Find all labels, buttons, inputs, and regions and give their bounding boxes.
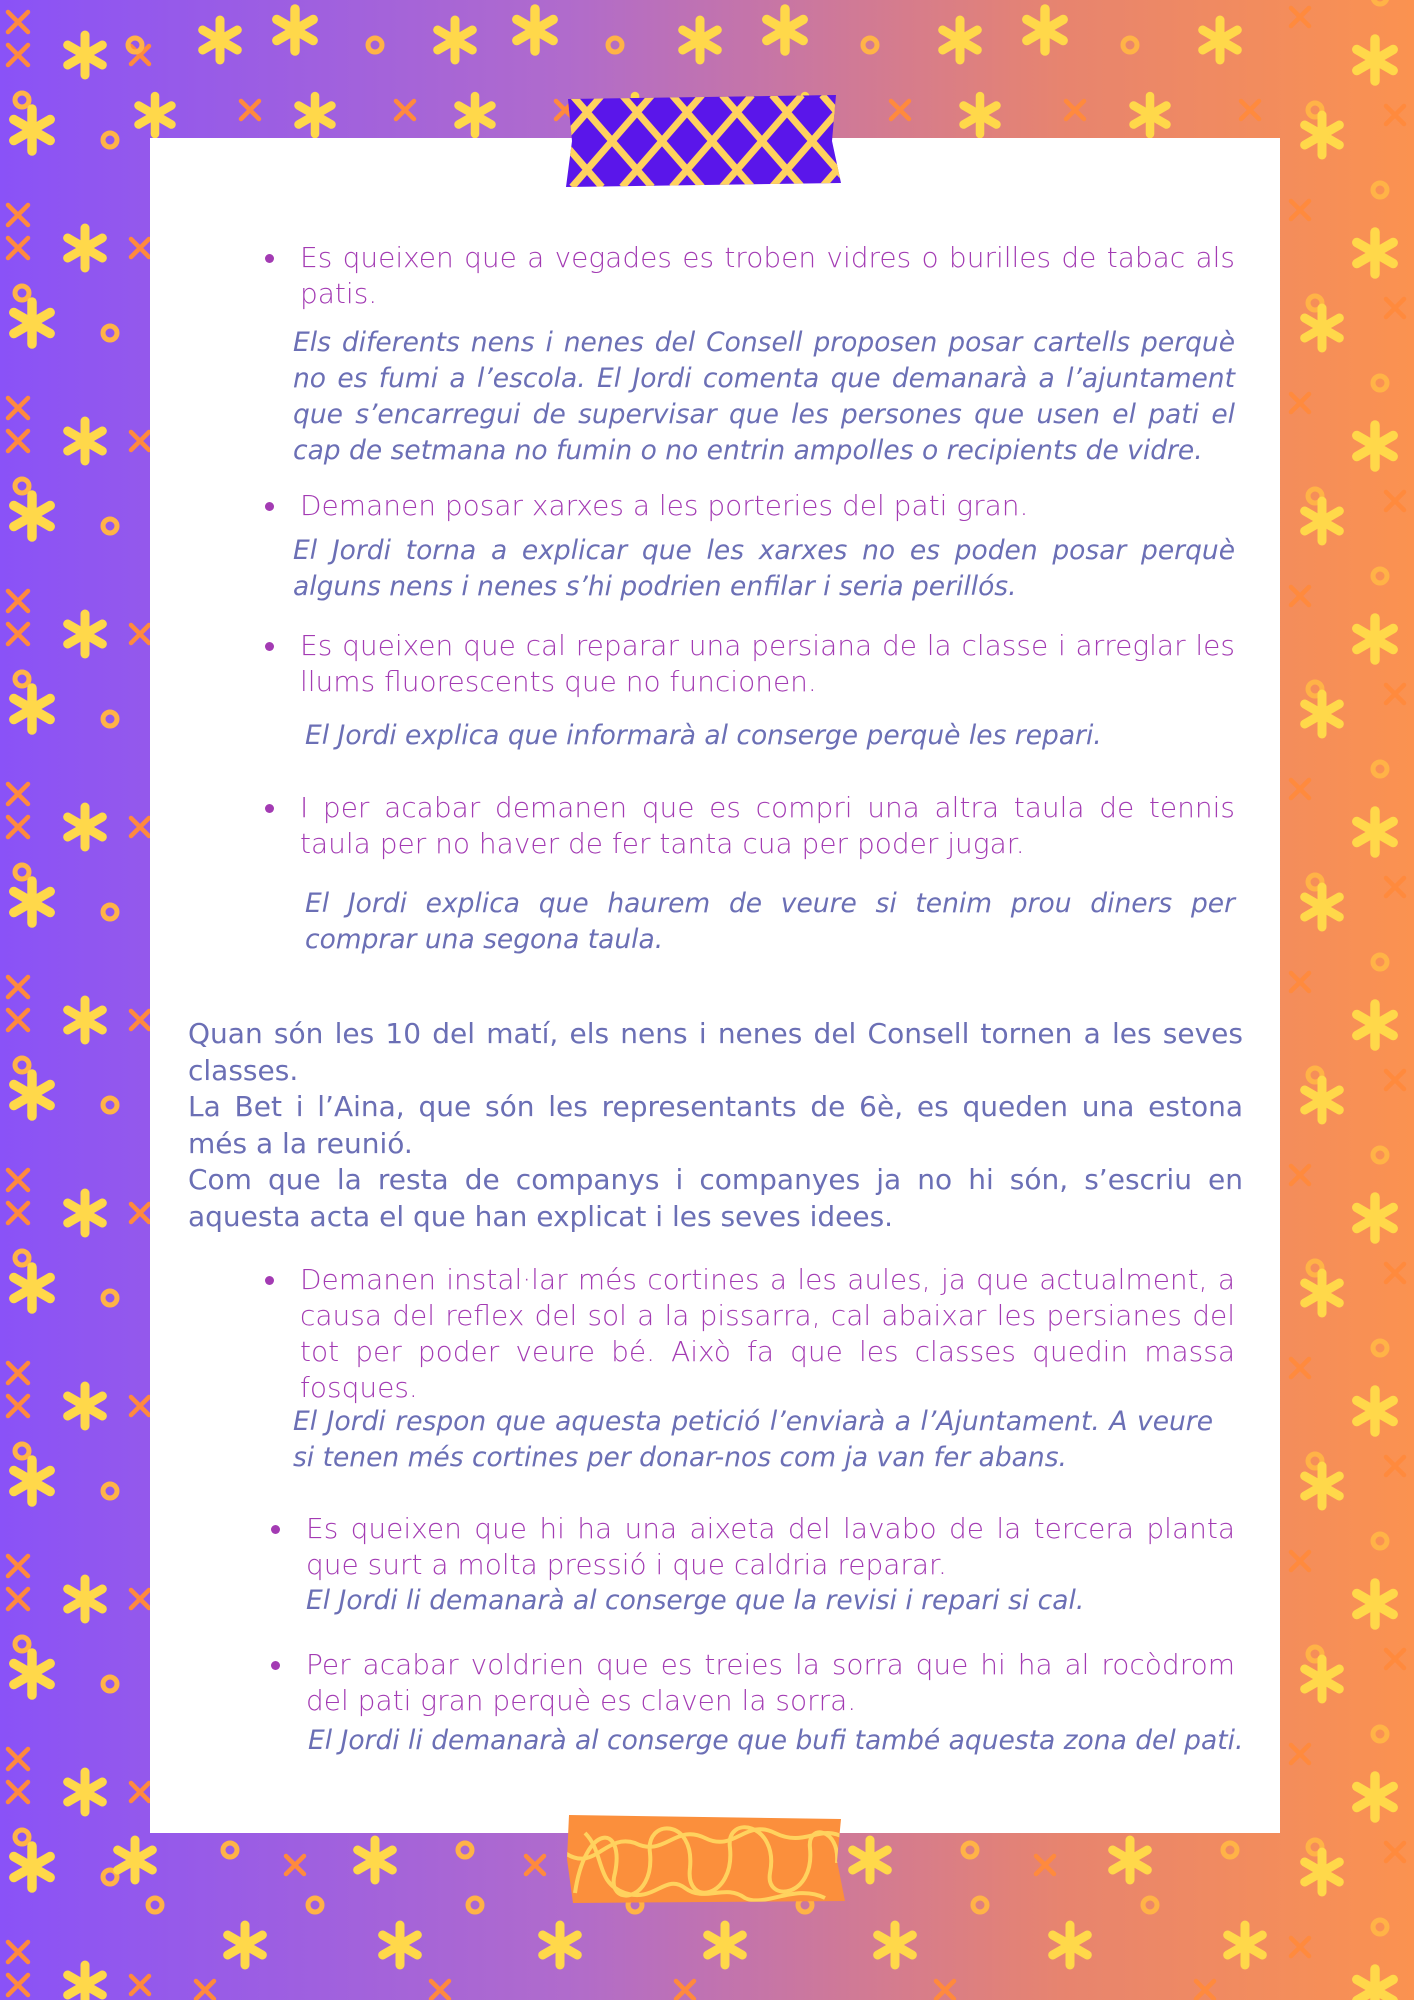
ring-icon [148, 1898, 162, 1912]
cross-icon [8, 591, 28, 611]
cross-icon [1291, 201, 1309, 219]
cross-icon [1291, 1359, 1309, 1377]
cross-icon [131, 1397, 149, 1415]
star-icon [1357, 1004, 1393, 1046]
star-icon [14, 1074, 50, 1116]
cross-icon [8, 205, 28, 225]
star-icon [1203, 20, 1238, 60]
cross-icon [131, 818, 149, 836]
ring-icon [103, 712, 117, 726]
response-text: El Jordi li demanarà al conserge que bufi també aquesta zona del pati. [308, 1725, 1244, 1756]
cross-icon [1386, 492, 1404, 510]
cross-icon [1036, 1856, 1054, 1874]
star-icon [1357, 425, 1393, 467]
ring-icon [1223, 1843, 1237, 1857]
paragraph-line: Com que la resta de companys i companyes ja no hi són, s’escriu en aquesta acta el que han explicat i les seves idees. [188, 1163, 1243, 1233]
ring-icon [103, 905, 117, 919]
cross-icon [241, 101, 259, 119]
cross-icon [8, 1556, 28, 1576]
ring-icon [103, 1098, 117, 1112]
response-text: Els diferents nens i nenes del Consell proposen posar cartells perquè no es fumi a l’escola. El Jordi comenta que demanarà a l’ajuntament que s’encarregui de supervisar que les persones que usen el pati el cap de setmana no fumin o no entrin ampolles o recipients de vidre. [293, 327, 1235, 466]
ring-icon [103, 519, 117, 533]
cross-icon [131, 1976, 149, 1994]
cross-icon [8, 784, 28, 804]
cross-icon [286, 1856, 304, 1874]
star-icon [68, 1965, 103, 2000]
star-icon [68, 1579, 103, 1619]
star-icon [14, 109, 50, 151]
cross-icon [8, 1363, 28, 1383]
ring-icon [15, 672, 29, 686]
ring-icon [15, 1444, 29, 1458]
ring-icon [1373, 762, 1387, 776]
cross-icon [396, 101, 414, 119]
ring-icon [103, 326, 117, 340]
cross-icon [8, 977, 28, 997]
star-icon [14, 688, 50, 730]
cross-icon [8, 1010, 28, 1030]
star-icon [68, 1386, 103, 1426]
star-icon [1357, 1969, 1393, 2000]
cross-icon [1291, 8, 1309, 26]
ring-icon [15, 479, 29, 493]
cross-icon [1386, 1843, 1404, 1861]
star-icon [1027, 9, 1063, 51]
list-item: Es queixen que cal reparar una persiana de la classe i arreglar les llums fluorescents que no funcionen. [300, 629, 1235, 698]
cross-icon [891, 101, 909, 119]
cross-icon [431, 1981, 449, 1999]
star-icon [68, 1193, 103, 1233]
star-icon [14, 302, 50, 344]
star-icon [299, 96, 332, 134]
star-icon [14, 1653, 50, 1695]
star-icon [118, 1840, 153, 1880]
star-icon [767, 9, 803, 51]
ring-icon [1373, 1727, 1387, 1741]
ring-icon [103, 133, 117, 147]
ring-icon [15, 1058, 29, 1072]
ring-icon [1143, 1898, 1157, 1912]
star-icon [14, 495, 50, 537]
response-text: El Jordi respon que aquesta petició l’enviarà a l’Ajuntament. A veure si tenen més cortines per donar-nos com ja van fer abans. [293, 1406, 1213, 1473]
cross-icon [131, 625, 149, 643]
star-icon [203, 20, 238, 60]
ring-icon [15, 286, 29, 300]
star-icon [277, 9, 313, 51]
star-icon [68, 807, 103, 847]
document-content [150, 138, 1280, 1833]
cross-icon [1291, 587, 1309, 605]
star-icon [517, 9, 553, 51]
star-icon [14, 881, 50, 923]
cross-icon [1386, 1457, 1404, 1475]
cross-icon [8, 431, 28, 451]
cross-icon [8, 12, 28, 32]
star-icon [68, 1772, 103, 1812]
star-icon [14, 1846, 50, 1888]
cross-icon [1291, 394, 1309, 412]
cross-icon [8, 1203, 28, 1223]
paragraph-line: La Bet i l’Aina, que són les representants de 6è, es queden una estona més a la reunió. [188, 1090, 1243, 1160]
cross-icon [131, 1204, 149, 1222]
star-icon [1305, 1080, 1340, 1120]
response-text: El Jordi torna a explicar que les xarxes no es poden posar perquè alguns nens i nenes s’hi podrien enfilar i seria perillós. [293, 535, 1235, 602]
star-icon [1305, 887, 1340, 927]
ring-icon [1123, 38, 1137, 52]
cross-icon [131, 239, 149, 257]
cross-icon [8, 1942, 28, 1962]
cross-icon [1241, 101, 1259, 119]
star-icon [68, 1000, 103, 1040]
paragraph-line: Quan són les 10 del matí, els nens i nenes del Consell tornen a les seves classes. [188, 1017, 1243, 1087]
cross-icon [1291, 1166, 1309, 1184]
star-icon [1113, 1840, 1148, 1880]
list-item: I per acabar demanen que es compri una altra taula de tennis taula per no haver de fer tanta cua per poder jugar. [300, 791, 1235, 860]
star-icon [1357, 618, 1393, 660]
star-icon [1357, 39, 1393, 81]
cross-icon [1386, 878, 1404, 896]
star-icon [1305, 501, 1340, 541]
ring-icon [128, 38, 142, 52]
ring-icon [103, 1484, 117, 1498]
star-icon [459, 96, 492, 134]
cross-icon [8, 398, 28, 418]
star-icon [68, 421, 103, 461]
star-icon [68, 35, 103, 75]
star-icon [1357, 232, 1393, 274]
cross-icon [131, 1590, 149, 1608]
star-icon [1134, 96, 1167, 134]
list-item: Es queixen que hi ha una aixeta del lavabo de la tercera planta que surt a molta pressió i que caldria reparar. [306, 1512, 1235, 1581]
star-icon [14, 1460, 50, 1502]
ring-icon [223, 1843, 237, 1857]
cross-icon [1386, 1264, 1404, 1282]
response-text: El Jordi explica que haurem de veure si tenim prou diners per comprar una segona taula. [305, 888, 1235, 955]
list-item: Demanen posar xarxes a les porteries del pati gran. [300, 488, 1235, 524]
star-icon [1305, 1852, 1340, 1892]
star-icon [68, 614, 103, 654]
ring-icon [1373, 0, 1387, 4]
ring-icon [15, 1251, 29, 1265]
ring-icon [973, 1898, 987, 1912]
star-icon [14, 1267, 50, 1309]
ring-icon [863, 38, 877, 52]
cross-icon [8, 238, 28, 258]
cross-icon [8, 1396, 28, 1416]
cross-icon [131, 432, 149, 450]
cross-icon [8, 1589, 28, 1609]
cross-icon [8, 1782, 28, 1802]
cross-icon [1291, 1552, 1309, 1570]
cross-icon [526, 1856, 544, 1874]
cross-icon [8, 45, 28, 65]
cross-icon [1386, 299, 1404, 317]
cross-icon [1386, 1650, 1404, 1668]
ring-icon [1373, 569, 1387, 583]
star-icon [1357, 1197, 1393, 1239]
star-icon [943, 20, 978, 60]
ring-icon [15, 1637, 29, 1651]
star-icon [1357, 811, 1393, 853]
cross-icon [1386, 1071, 1404, 1089]
star-icon [1305, 1466, 1340, 1506]
ring-icon [458, 1843, 472, 1857]
cross-icon [936, 1981, 954, 1999]
list-item: Per acabar voldrien que es treies la sorra que hi ha al rocòdrom del pati gran perquè es claven la sorra. [306, 1648, 1235, 1717]
star-icon [139, 96, 172, 134]
ring-icon [103, 1677, 117, 1691]
cross-icon [1196, 1981, 1214, 1999]
cross-icon [1291, 973, 1309, 991]
star-icon [1357, 1583, 1393, 1625]
ring-icon [963, 1843, 977, 1857]
star-icon [1357, 1776, 1393, 1818]
cross-icon [1066, 101, 1084, 119]
star-icon [878, 1925, 913, 1965]
cross-icon [1291, 1745, 1309, 1763]
cross-icon [676, 1981, 694, 1999]
ring-icon [1373, 183, 1387, 197]
star-icon [1305, 308, 1340, 348]
ring-icon [1373, 1148, 1387, 1162]
ring-icon [1373, 1341, 1387, 1355]
list-item: Es queixen que a vegades es troben vidres o burilles de tabac als patis. [300, 241, 1235, 310]
cross-icon [196, 1981, 214, 1999]
star-icon [1305, 694, 1340, 734]
star-icon [383, 1925, 418, 1965]
response-text: El Jordi li demanarà al conserge que la revisi i repari si cal. [306, 1585, 1085, 1616]
star-icon [683, 20, 718, 60]
cross-icon [8, 1170, 28, 1190]
list-item: Demanen instal·lar més cortines a les aules, ja que actualment, a causa del reflex del sol a la pissarra, cal abaixar les persianes del tot per poder veure bé. Això fa que les classes quedin massa fosques. [300, 1263, 1235, 1404]
star-icon [1305, 1659, 1340, 1699]
cross-icon [1291, 1938, 1309, 1956]
cross-icon [131, 1011, 149, 1029]
star-icon [1305, 1273, 1340, 1313]
ring-icon [308, 1898, 322, 1912]
star-icon [1053, 1925, 1088, 1965]
star-icon [853, 1840, 888, 1880]
ring-icon [1373, 376, 1387, 390]
cross-icon [131, 1783, 149, 1801]
cross-icon [1386, 106, 1404, 124]
ring-icon [1373, 1534, 1387, 1548]
star-icon [1228, 1925, 1263, 1965]
ring-icon [468, 1898, 482, 1912]
ring-icon [1373, 1920, 1387, 1934]
star-icon [358, 1840, 393, 1880]
star-icon [1305, 115, 1340, 155]
response-text: El Jordi explica que informarà al conserge perquè les repari. [305, 720, 1102, 751]
star-icon [438, 20, 473, 60]
cross-icon [8, 817, 28, 837]
star-icon [68, 228, 103, 268]
cross-icon [8, 624, 28, 644]
star-icon [964, 96, 997, 134]
ring-icon [15, 865, 29, 879]
ring-icon [15, 93, 29, 107]
cross-icon [1386, 685, 1404, 703]
ring-icon [608, 38, 622, 52]
cross-icon [8, 1749, 28, 1769]
ring-icon [15, 1830, 29, 1844]
star-icon [708, 1925, 743, 1965]
cross-icon [8, 1975, 28, 1995]
cross-icon [1291, 780, 1309, 798]
ring-icon [103, 1291, 117, 1305]
ring-icon [1373, 955, 1387, 969]
star-icon [543, 1925, 578, 1965]
star-icon [228, 1925, 263, 1965]
star-icon [1357, 1390, 1393, 1432]
ring-icon [368, 38, 382, 52]
